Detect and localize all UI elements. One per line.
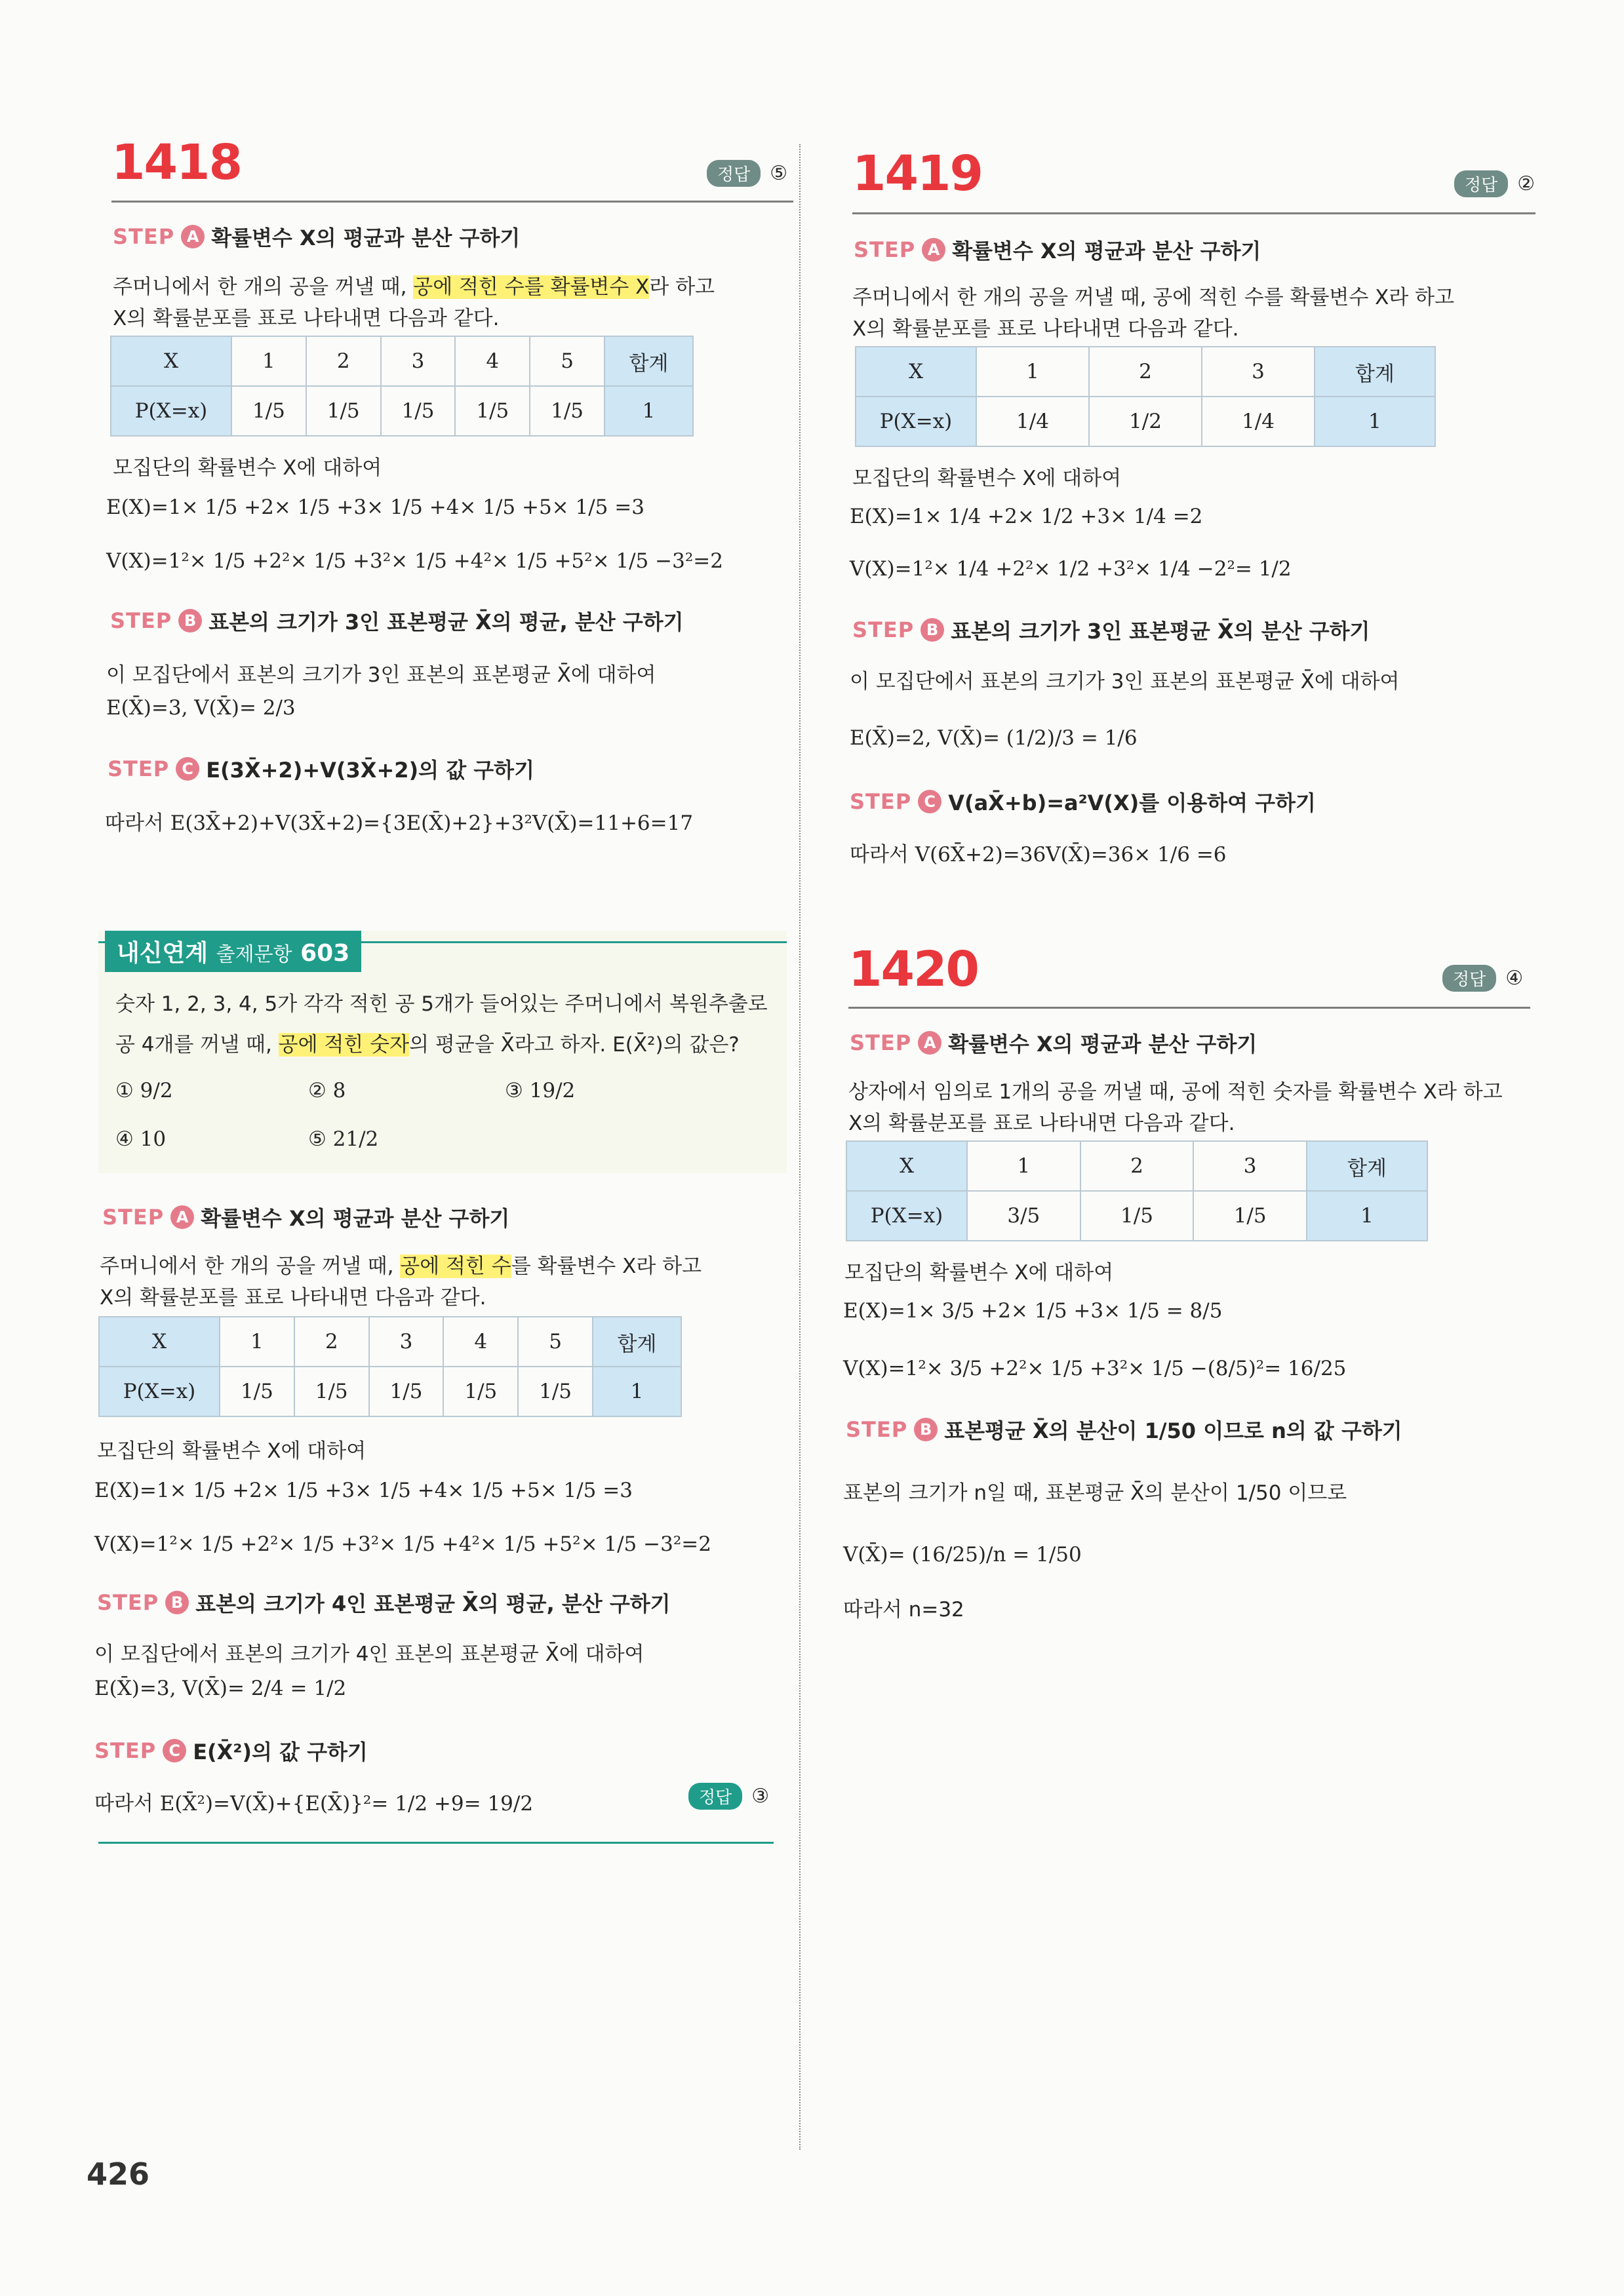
- step-c-circle: C: [176, 757, 199, 781]
- problem-number-1418: 1418: [111, 134, 241, 191]
- text-line: 모집단의 확률변수 X에 대하여: [844, 1261, 1114, 1285]
- formula-vx: V(X)=1²× 1/5 +2²× 1/5 +3²× 1/5 +4²× 1/5 +5²× 1/5 −3²=2: [94, 1532, 711, 1556]
- step-title: 확률변수 X의 평균과 분산 구하기: [952, 239, 1261, 263]
- formula-result: 따라서 E(X̄²)=V(X̄)+{E(X̄)}²= 1/2 +9= 19/2: [94, 1792, 534, 1816]
- step-a-circle: A: [170, 1205, 194, 1229]
- step-b-1419: STEP B 표본의 크기가 3인 표본평균 X̄의 분산 구하기: [852, 615, 1370, 645]
- step-b-603: STEP B 표본의 크기가 4인 표본평균 X̄의 평균, 분산 구하기: [97, 1587, 671, 1618]
- step-b-circle: B: [921, 618, 944, 642]
- header-rule: [848, 1007, 1530, 1009]
- text-line: 주머니에서 한 개의 공을 꺼낼 때, 공에 적힌 수를 확률변수 X라 하고: [852, 286, 1455, 309]
- step-c-circle: C: [163, 1739, 186, 1762]
- answer-label: 정답: [1442, 965, 1496, 992]
- step-a-1420: STEP A 확률변수 X의 평균과 분산 구하기: [850, 1028, 1257, 1058]
- step-b-circle: B: [914, 1418, 938, 1441]
- formula-ex: E(X)=1× 1/5 +2× 1/5 +3× 1/5 +4× 1/5 +5× 1/5 =3: [94, 1479, 633, 1502]
- choice-1: ① 9/2: [115, 1079, 173, 1102]
- formula-ex: E(X)=1× 1/5 +2× 1/5 +3× 1/5 +4× 1/5 +5× 1/5 =3: [106, 496, 644, 519]
- answer-label: 정답: [688, 1783, 742, 1810]
- text-line: 이 모집단에서 표본의 크기가 3인 표본의 표본평균 X̄에 대하여: [106, 663, 656, 687]
- text-line: X의 확률분포를 표로 나타내면 다음과 같다.: [100, 1286, 486, 1310]
- step-title: E(3X̄+2)+V(3X̄+2)의 값 구하기: [206, 758, 534, 783]
- question-line: 공 4개를 꺼낼 때, 공에 적힌 숫자의 평균을 X̄라고 하자. E(X̄²)의 값은?: [115, 1033, 740, 1057]
- step-title: 표본평균 X̄의 분산이 1/50 이므로 n의 값 구하기: [944, 1418, 1402, 1443]
- answer-label: 정답: [707, 160, 761, 187]
- step-a-circle: A: [922, 238, 945, 262]
- question-line: 숫자 1, 2, 3, 4, 5가 각각 적힌 공 5개가 들어있는 주머니에서 복원추출로: [115, 992, 768, 1016]
- answer-1419: [1454, 170, 1535, 197]
- step-title: 확률변수 X의 평균과 분산 구하기: [948, 1032, 1258, 1057]
- formula-vx: V(X)=1²× 1/5 +2²× 1/5 +3²× 1/5 +4²× 1/5 +5²× 1/5 −3²=2: [106, 549, 723, 573]
- distribution-table-1420: X 1 2 3 합계 P(X=x) 3/5 1/5 1/5 1: [846, 1140, 1428, 1241]
- formula-sample: E(X̄)=2, V(X̄)= (1/2)/3 = 1/6: [850, 726, 1138, 750]
- text-line: X의 확률분포를 표로 나타내면 다음과 같다.: [852, 317, 1239, 341]
- answer-value: ②: [1517, 172, 1535, 195]
- step-c-603: STEP C E(X̄²)의 값 구하기: [94, 1736, 368, 1766]
- choice-4: ④ 10: [115, 1127, 167, 1151]
- step-b-circle: B: [178, 609, 202, 632]
- step-title: V(aX̄+b)=a²V(X)를 이용하여 구하기: [948, 790, 1316, 815]
- text-line: X의 확률분포를 표로 나타내면 다음과 같다.: [848, 1112, 1235, 1135]
- text-line: 표본의 크기가 n일 때, 표본평균 X̄의 분산이 1/50 이므로: [843, 1481, 1347, 1505]
- step-title: 표본의 크기가 3인 표본평균 X̄의 분산 구하기: [951, 619, 1370, 644]
- step-title: 확률변수 X의 평균과 분산 구하기: [211, 225, 521, 250]
- answer-value: ⑤: [770, 162, 788, 185]
- text-line: 모집단의 확률변수 X에 대하여: [97, 1439, 366, 1463]
- text-line: 주머니에서 한 개의 공을 꺼낼 때, 공에 적힌 수를 확률변수 X라 하고: [113, 275, 715, 299]
- formula-sample: E(X̄)=3, V(X̄)= 2/3: [106, 696, 296, 720]
- answer-value: ③: [751, 1785, 770, 1808]
- column-divider: [799, 144, 801, 2150]
- problem-number-1419: 1419: [852, 146, 982, 202]
- step-a-1418: [113, 222, 520, 252]
- related-problem-header: 내신연계 출제문항 603: [105, 931, 361, 972]
- step-b-circle: B: [165, 1591, 189, 1614]
- highlight: 공에 적힌 숫자: [278, 1033, 410, 1057]
- choice-3: ③ 19/2: [505, 1079, 576, 1102]
- box-bottom-rule: [98, 1842, 774, 1844]
- formula-vx: V(X)=1²× 1/4 +2²× 1/2 +3²× 1/4 −2²= 1/2: [850, 557, 1292, 581]
- formula-sample: E(X̄)=3, V(X̄)= 2/4 = 1/2: [94, 1677, 347, 1700]
- formula-ex: E(X)=1× 1/4 +2× 1/2 +3× 1/4 =2: [850, 505, 1203, 528]
- step-c-1418: STEP C E(3X̄+2)+V(3X̄+2)의 값 구하기: [108, 754, 534, 784]
- answer-1418: [707, 160, 787, 187]
- highlight: 공에 적힌 수를 확률변수 X: [413, 275, 650, 299]
- step-a-1419: STEP A 확률변수 X의 평균과 분산 구하기: [854, 235, 1261, 265]
- distribution-table-1419: X 1 2 3 합계 P(X=x) 1/4 1/2 1/4 1: [855, 346, 1436, 447]
- step-tag: STEP: [113, 224, 175, 249]
- problem-number-1420: 1420: [848, 941, 978, 998]
- step-b-1418: STEP B 표본의 크기가 3인 표본평균 X̄의 평균, 분산 구하기: [110, 606, 684, 636]
- answer-label: 정답: [1454, 170, 1508, 197]
- step-title: E(X̄²)의 값 구하기: [193, 1740, 368, 1764]
- header-rule: [852, 212, 1535, 214]
- answer-1420: [1442, 965, 1523, 992]
- text-line: 이 모집단에서 표본의 크기가 3인 표본의 표본평균 X̄에 대하여: [850, 670, 1400, 693]
- step-c-1419: STEP C V(aX̄+b)=a²V(X)를 이용하여 구하기: [850, 787, 1316, 817]
- text-line: 주머니에서 한 개의 공을 꺼낼 때, 공에 적힌 수를 확률변수 X라 하고: [100, 1255, 702, 1278]
- formula-result: 따라서 E(3X̄+2)+V(3X̄+2)={3E(X̄)+2}+3²V(X̄)=11+6=17: [105, 811, 694, 835]
- step-a-circle: A: [181, 225, 205, 248]
- choice-5: ⑤ 21/2: [308, 1127, 379, 1151]
- formula-ex: E(X)=1× 3/5 +2× 1/5 +3× 1/5 = 8/5: [843, 1299, 1223, 1323]
- step-b-1420: STEP B 표본평균 X̄의 분산이 1/50 이므로 n의 값 구하기: [846, 1414, 1402, 1445]
- text-line: X의 확률분포를 표로 나타내면 다음과 같다.: [113, 307, 500, 330]
- step-a-circle: A: [918, 1031, 941, 1055]
- step-title: 표본의 크기가 4인 표본평균 X̄의 평균, 분산 구하기: [195, 1591, 671, 1616]
- formula-result: 따라서 V(6X̄+2)=36V(X̄)=36× 1/6 =6: [850, 843, 1227, 866]
- step-c-circle: C: [918, 790, 941, 813]
- header-rule: [111, 201, 793, 203]
- answer-value: ④: [1505, 967, 1524, 990]
- text-line: 상자에서 임의로 1개의 공을 꺼낼 때, 공에 적힌 숫자를 확률변수 X라 하고: [848, 1080, 1503, 1104]
- text-line: 모집단의 확률변수 X에 대하여: [113, 456, 382, 480]
- distribution-table-603: X 1 2 3 4 5 합계 P(X=x) 1/5 1/5 1/5 1/5 1/5 1: [98, 1316, 682, 1417]
- formula-vx: V(X)=1²× 3/5 +2²× 1/5 +3²× 1/5 −(8/5)²= 16/25: [843, 1357, 1347, 1380]
- answer-603: [688, 1783, 769, 1810]
- highlight: 공에 적힌 수: [400, 1255, 511, 1278]
- step-title: 확률변수 X의 평균과 분산 구하기: [201, 1206, 510, 1231]
- step-title: 표본의 크기가 3인 표본평균 X̄의 평균, 분산 구하기: [208, 610, 684, 634]
- text-line: 따라서 n=32: [843, 1598, 964, 1622]
- text-line: 이 모집단에서 표본의 크기가 4인 표본의 표본평균 X̄에 대하여: [94, 1643, 644, 1666]
- text-line: 모집단의 확률변수 X에 대하여: [852, 467, 1122, 490]
- distribution-table-1418: X 1 2 3 4 5 합계 P(X=x) 1/5 1/5 1/5 1/5 1/5 1: [110, 336, 694, 437]
- choice-2: ② 8: [308, 1079, 346, 1102]
- page-number: 426: [87, 2156, 150, 2192]
- step-a-603: STEP A 확률변수 X의 평균과 분산 구하기: [102, 1202, 509, 1232]
- formula-sample: V(X̄)= (16/25)/n = 1/50: [843, 1543, 1082, 1566]
